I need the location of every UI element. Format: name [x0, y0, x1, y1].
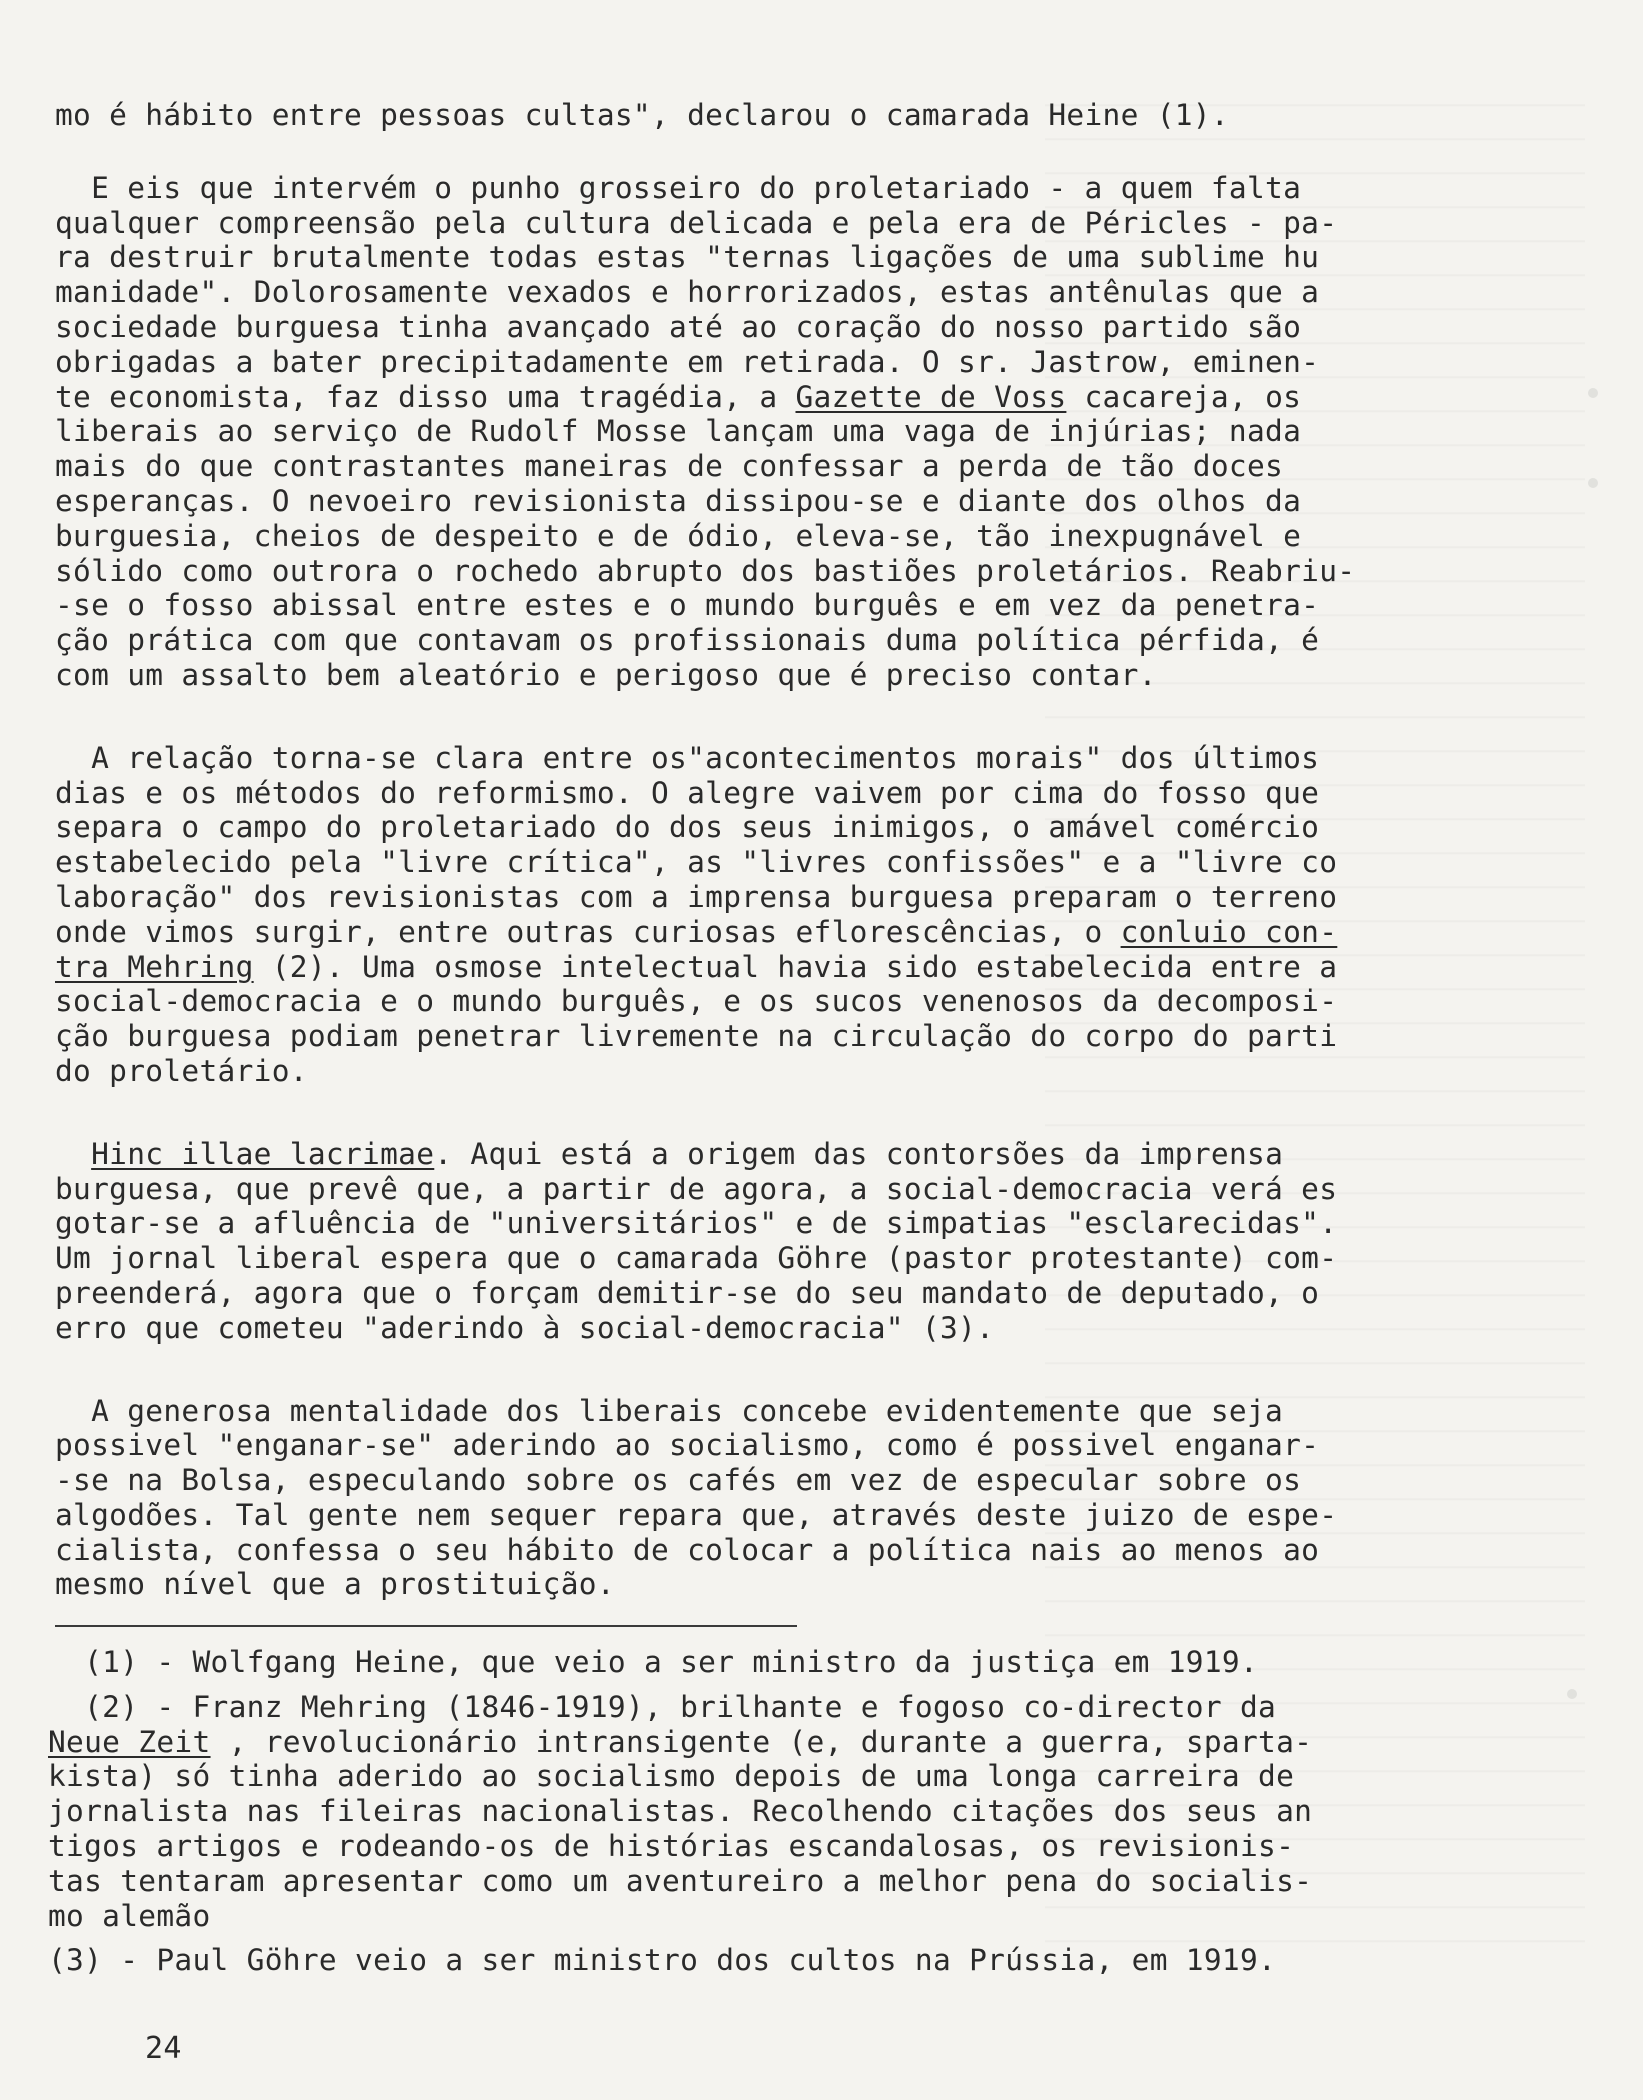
- text-line: sólido como outrora o rochedo abrupto dos bastiões proletários. Reabriu-: [55, 553, 1356, 588]
- text-line: mo alemão: [48, 1898, 211, 1933]
- text-line: E eis que intervém o punho grosseiro do proletariado - a quem falta: [55, 170, 1302, 205]
- text-line: separa o campo do proletariado do dos seus inimigos, o amável comércio: [55, 810, 1320, 845]
- text-line: jornalista nas fileiras nacionalistas. Recolhendo citações dos seus an: [48, 1794, 1313, 1829]
- text-line: (3) - Paul Göhre veio a ser ministro dos cultos na Prússia, em 1919.: [48, 1943, 1277, 1978]
- text-line: liberais ao serviço de Rudolf Mosse lançam uma vaga de injúrias; nada: [55, 414, 1302, 449]
- text-line: (1) - Wolfgang Heine, que veio a ser ministro da justiça em 1919.: [48, 1645, 1259, 1679]
- text-line: manidade". Dolorosamente vexados e horrorizados, estas antênulas que a: [55, 275, 1320, 310]
- paragraph: [55, 171, 1455, 693]
- text-line: ção prática com que contavam os profissionais duma política pérfida, é: [55, 623, 1320, 658]
- text-line: mesmo nível que a prostituição.: [55, 1567, 615, 1602]
- text-segment: cacareja, os: [1066, 379, 1302, 414]
- text-line: cialista, confessa o seu hábito de colocar a política nais ao menos ao: [55, 1532, 1320, 1567]
- text-line: tigos artigos e rodeando-os de histórias escandalosas, os revisionis-: [48, 1828, 1295, 1863]
- text-line: burguesia, cheios de despeito e de ódio, eleva-se, tão inexpugnável e: [55, 518, 1302, 553]
- paragraph: [55, 741, 1455, 1089]
- text-line: esperanças. O nevoeiro revisionista dissipou-se e diante dos olhos da: [55, 483, 1302, 518]
- journal-title: Neue Zeit: [48, 1724, 211, 1759]
- text-segment: (2). Uma osmose intelectual havia sido estabelecida entre a: [253, 949, 1338, 984]
- footnote-1: [48, 1645, 1468, 1680]
- text-line: ção burguesa podiam penetrar livremente na circulação do corpo do parti: [55, 1019, 1338, 1054]
- text-line: do proletário.: [55, 1053, 308, 1088]
- text-line: sociedade burguesa tinha avançado até ao coração do nosso partido são: [55, 309, 1302, 344]
- margin-speck: [1588, 388, 1598, 398]
- text-line: A relação torna-se clara entre os"acontecimentos morais" dos últimos: [55, 740, 1320, 775]
- text-line: possivel "enganar-se" aderindo ao socialismo, como é possivel enganar-: [55, 1428, 1320, 1463]
- text-line: [55, 950, 1455, 985]
- margin-speck: [1567, 1689, 1577, 1699]
- text-line: [55, 1137, 1455, 1172]
- margin-speck: [1588, 478, 1598, 488]
- body-text: [55, 98, 1455, 1602]
- latin-phrase: Hinc illae lacrimae: [91, 1136, 435, 1171]
- text-segment: te economista, faz disso uma tragédia, a: [55, 379, 796, 414]
- text-line: mais do que contrastantes maneiras de confessar a perda de tão doces: [55, 449, 1284, 484]
- text-segment: . Aqui está a origem das contorsões da imprensa: [434, 1136, 1284, 1171]
- text-line: ra destruir brutalmente todas estas "ternas ligações de uma sublime hu: [55, 240, 1320, 275]
- text-line: A generosa mentalidade dos liberais concebe evidentemente que seja: [55, 1393, 1284, 1428]
- text-line: -se o fosso abissal entre estes e o mundo burguês e em vez da penetra-: [55, 588, 1320, 623]
- paragraph: [55, 1394, 1455, 1603]
- paragraph: [55, 98, 1455, 133]
- text-line: -se na Bolsa, especulando sobre os cafés em vez de especular sobre os: [55, 1463, 1302, 1498]
- text-line: Um jornal liberal espera que o camarada Göhre (pastor protestante) com-: [55, 1241, 1338, 1276]
- text-line: obrigadas a bater precipitadamente em retirada. O sr. Jastrow, eminen-: [55, 344, 1320, 379]
- page-number: 24: [145, 2031, 182, 2066]
- text-line: gotar-se a afluência de "universitários" e de simpatias "esclarecidas".: [55, 1206, 1338, 1241]
- footnotes: [48, 1645, 1468, 1978]
- text-line: burguesa, que prevê que, a partir de agora, a social-democracia verá es: [55, 1171, 1338, 1206]
- footnote-separator: [55, 1625, 797, 1627]
- text-line: kista) só tinha aderido ao socialismo depois de uma longa carreira de: [48, 1759, 1295, 1794]
- newspaper-title: Gazette de Voss: [795, 379, 1067, 414]
- underlined-phrase: tra Mehring: [55, 949, 254, 984]
- paragraph: [55, 1137, 1455, 1346]
- text-line: qualquer compreensão pela cultura delicada e pela era de Péricles - pa-: [55, 205, 1338, 240]
- text-line: [48, 1725, 1468, 1760]
- text-line: algodões. Tal gente nem sequer repara que, através deste juizo de espe-: [55, 1497, 1338, 1532]
- text-line: laboração" dos revisionistas com a imprensa burguesa preparam o terreno: [55, 879, 1338, 914]
- text-line: com um assalto bem aleatório e perigoso que é preciso contar.: [55, 657, 1157, 692]
- text-segment: , revolucionário intransigente (e, durante a guerra, sparta-: [210, 1724, 1313, 1759]
- text-line: preenderá, agora que o forçam demitir-se do seu mandato de deputado, o: [55, 1275, 1320, 1310]
- text-line: erro que cometeu "aderindo à social-democracia" (3).: [55, 1310, 995, 1345]
- text-line: [55, 380, 1455, 415]
- text-line: dias e os métodos do reformismo. O alegre vaivem por cima do fosso que: [55, 775, 1320, 810]
- footnote-3: [48, 1943, 1468, 1978]
- text-line: social-democracia e o mundo burguês, e os sucos venenosos da decomposi-: [55, 984, 1338, 1019]
- text-segment: onde vimos surgir, entre outras curiosas eflorescências, o: [55, 914, 1121, 949]
- text-line: tas tentaram apresentar como um aventureiro a melhor pena do socialis-: [48, 1863, 1313, 1898]
- footnote-2: [48, 1690, 1468, 1934]
- text-line: [55, 915, 1455, 950]
- text-line: estabelecido pela "livre crítica", as "livres confissões" e a "livre co: [55, 845, 1338, 880]
- text-line: mo é hábito entre pessoas cultas", declarou o camarada Heine (1).: [55, 98, 1229, 132]
- text-line: (2) - Franz Mehring (1846-1919), brilhante e fogoso co-director da: [48, 1689, 1277, 1724]
- underlined-phrase: conluio con-: [1120, 914, 1338, 949]
